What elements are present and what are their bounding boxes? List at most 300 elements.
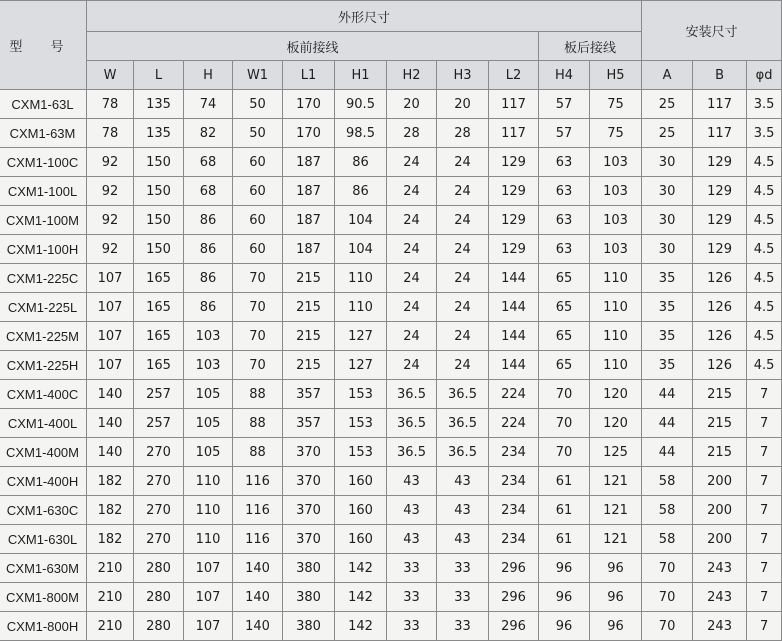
value-cell: 370	[283, 438, 335, 467]
column-header: H4	[539, 61, 590, 90]
value-cell: 58	[642, 525, 693, 554]
value-cell: 70	[642, 612, 693, 641]
value-cell: 4.5	[747, 293, 782, 322]
value-cell: 121	[590, 496, 642, 525]
value-cell: 129	[693, 148, 747, 177]
value-cell: 280	[134, 612, 184, 641]
value-cell: 182	[87, 525, 134, 554]
value-cell: 380	[283, 612, 335, 641]
value-cell: 150	[134, 206, 184, 235]
value-cell: 144	[489, 351, 539, 380]
value-cell: 110	[590, 351, 642, 380]
value-cell: 257	[134, 380, 184, 409]
value-cell: 43	[387, 496, 437, 525]
table-row	[0, 496, 782, 525]
value-cell: 65	[539, 351, 590, 380]
value-cell: 129	[693, 235, 747, 264]
value-cell: 92	[87, 206, 134, 235]
value-cell: 36.5	[437, 380, 489, 409]
value-cell: 129	[693, 206, 747, 235]
value-cell: 24	[437, 351, 489, 380]
value-cell: 65	[539, 264, 590, 293]
value-cell: 65	[539, 322, 590, 351]
value-cell: 127	[335, 322, 387, 351]
value-cell: 33	[387, 554, 437, 583]
value-cell: 117	[693, 119, 747, 148]
value-cell: 98.5	[335, 119, 387, 148]
value-cell: 370	[283, 496, 335, 525]
value-cell: 96	[539, 583, 590, 612]
value-cell: 140	[87, 380, 134, 409]
value-cell: 107	[184, 612, 233, 641]
model-header: 型 号	[0, 1, 87, 90]
value-cell: 96	[590, 554, 642, 583]
value-cell: 116	[233, 525, 283, 554]
model-cell: CXM1-100M	[0, 206, 87, 235]
value-cell: 243	[693, 583, 747, 612]
model-cell: CXM1-400H	[0, 467, 87, 496]
value-cell: 4.5	[747, 351, 782, 380]
value-cell: 140	[233, 583, 283, 612]
value-cell: 7	[747, 380, 782, 409]
value-cell: 187	[283, 177, 335, 206]
value-cell: 24	[387, 148, 437, 177]
value-cell: 86	[184, 206, 233, 235]
value-cell: 86	[184, 235, 233, 264]
value-cell: 126	[693, 351, 747, 380]
value-cell: 3.5	[747, 119, 782, 148]
value-cell: 150	[134, 235, 184, 264]
value-cell: 243	[693, 612, 747, 641]
table-row	[0, 90, 782, 119]
value-cell: 129	[693, 177, 747, 206]
value-cell: 296	[489, 554, 539, 583]
table-row	[0, 264, 782, 293]
value-cell: 92	[87, 235, 134, 264]
value-cell: 30	[642, 206, 693, 235]
value-cell: 43	[387, 467, 437, 496]
value-cell: 116	[233, 467, 283, 496]
value-cell: 129	[489, 148, 539, 177]
value-cell: 110	[184, 525, 233, 554]
model-cell: CXM1-63L	[0, 90, 87, 119]
column-header: H1	[335, 61, 387, 90]
value-cell: 7	[747, 525, 782, 554]
value-cell: 4.5	[747, 177, 782, 206]
value-cell: 234	[489, 496, 539, 525]
value-cell: 7	[747, 409, 782, 438]
value-cell: 116	[233, 496, 283, 525]
value-cell: 210	[87, 554, 134, 583]
column-header: φd	[747, 61, 782, 90]
value-cell: 35	[642, 264, 693, 293]
value-cell: 44	[642, 409, 693, 438]
model-cell: CXM1-225M	[0, 322, 87, 351]
value-cell: 43	[437, 467, 489, 496]
value-cell: 129	[489, 177, 539, 206]
table-row	[0, 467, 782, 496]
model-cell: CXM1-100C	[0, 148, 87, 177]
value-cell: 20	[437, 90, 489, 119]
value-cell: 25	[642, 90, 693, 119]
value-cell: 28	[437, 119, 489, 148]
value-cell: 170	[283, 119, 335, 148]
value-cell: 24	[387, 206, 437, 235]
value-cell: 187	[283, 235, 335, 264]
value-cell: 153	[335, 409, 387, 438]
model-cell: CXM1-630M	[0, 554, 87, 583]
value-cell: 24	[387, 177, 437, 206]
value-cell: 215	[283, 293, 335, 322]
value-cell: 270	[134, 467, 184, 496]
value-cell: 4.5	[747, 148, 782, 177]
value-cell: 150	[134, 148, 184, 177]
value-cell: 110	[590, 322, 642, 351]
value-cell: 78	[87, 119, 134, 148]
column-header: L2	[489, 61, 539, 90]
value-cell: 36.5	[387, 380, 437, 409]
value-cell: 60	[233, 235, 283, 264]
value-cell: 215	[693, 409, 747, 438]
value-cell: 82	[184, 119, 233, 148]
value-cell: 7	[747, 583, 782, 612]
value-cell: 153	[335, 380, 387, 409]
value-cell: 65	[539, 293, 590, 322]
column-header: H3	[437, 61, 489, 90]
value-cell: 153	[335, 438, 387, 467]
value-cell: 24	[387, 264, 437, 293]
value-cell: 160	[335, 496, 387, 525]
value-cell: 103	[184, 322, 233, 351]
value-cell: 70	[539, 409, 590, 438]
value-cell: 270	[134, 496, 184, 525]
value-cell: 50	[233, 119, 283, 148]
value-cell: 7	[747, 438, 782, 467]
value-cell: 35	[642, 293, 693, 322]
value-cell: 280	[134, 583, 184, 612]
value-cell: 70	[642, 554, 693, 583]
table-row	[0, 206, 782, 235]
value-cell: 75	[590, 90, 642, 119]
value-cell: 107	[87, 322, 134, 351]
value-cell: 63	[539, 177, 590, 206]
value-cell: 370	[283, 467, 335, 496]
value-cell: 380	[283, 583, 335, 612]
value-cell: 210	[87, 612, 134, 641]
value-cell: 104	[335, 206, 387, 235]
model-cell: CXM1-63M	[0, 119, 87, 148]
value-cell: 50	[233, 90, 283, 119]
table-row	[0, 438, 782, 467]
value-cell: 43	[437, 496, 489, 525]
value-cell: 200	[693, 525, 747, 554]
model-cell: CXM1-630C	[0, 496, 87, 525]
value-cell: 182	[87, 467, 134, 496]
value-cell: 68	[184, 148, 233, 177]
value-cell: 90.5	[335, 90, 387, 119]
value-cell: 24	[387, 351, 437, 380]
value-cell: 24	[387, 293, 437, 322]
value-cell: 107	[184, 554, 233, 583]
column-header: H5	[590, 61, 642, 90]
column-header: H	[184, 61, 233, 90]
value-cell: 7	[747, 554, 782, 583]
model-cell: CXM1-225C	[0, 264, 87, 293]
value-cell: 110	[590, 293, 642, 322]
value-cell: 135	[134, 119, 184, 148]
value-cell: 215	[693, 438, 747, 467]
table-row	[0, 612, 782, 641]
value-cell: 234	[489, 467, 539, 496]
value-cell: 4.5	[747, 235, 782, 264]
model-cell: CXM1-400L	[0, 409, 87, 438]
value-cell: 86	[184, 264, 233, 293]
value-cell: 33	[387, 612, 437, 641]
value-cell: 60	[233, 206, 283, 235]
value-cell: 60	[233, 148, 283, 177]
value-cell: 107	[87, 293, 134, 322]
value-cell: 24	[437, 293, 489, 322]
column-header: L1	[283, 61, 335, 90]
value-cell: 43	[387, 525, 437, 554]
value-cell: 105	[184, 438, 233, 467]
value-cell: 215	[283, 322, 335, 351]
value-cell: 88	[233, 409, 283, 438]
value-cell: 58	[642, 467, 693, 496]
value-cell: 107	[87, 351, 134, 380]
value-cell: 7	[747, 496, 782, 525]
value-cell: 24	[437, 206, 489, 235]
value-cell: 107	[87, 264, 134, 293]
column-header: A	[642, 61, 693, 90]
value-cell: 117	[693, 90, 747, 119]
table-row	[0, 177, 782, 206]
value-cell: 210	[87, 583, 134, 612]
value-cell: 7	[747, 612, 782, 641]
value-cell: 200	[693, 467, 747, 496]
value-cell: 103	[184, 351, 233, 380]
model-cell: CXM1-630L	[0, 525, 87, 554]
value-cell: 20	[387, 90, 437, 119]
value-cell: 126	[693, 322, 747, 351]
column-header: W1	[233, 61, 283, 90]
value-cell: 63	[539, 235, 590, 264]
value-cell: 103	[590, 206, 642, 235]
value-cell: 125	[590, 438, 642, 467]
value-cell: 33	[437, 554, 489, 583]
value-cell: 215	[283, 264, 335, 293]
value-cell: 126	[693, 264, 747, 293]
value-cell: 257	[134, 409, 184, 438]
value-cell: 70	[233, 322, 283, 351]
value-cell: 4.5	[747, 264, 782, 293]
value-cell: 110	[335, 293, 387, 322]
table-row	[0, 235, 782, 264]
value-cell: 110	[184, 467, 233, 496]
value-cell: 7	[747, 467, 782, 496]
value-cell: 70	[233, 264, 283, 293]
value-cell: 104	[335, 235, 387, 264]
value-cell: 187	[283, 148, 335, 177]
value-cell: 129	[489, 206, 539, 235]
rear-wiring-header: 板后接线	[539, 32, 642, 61]
value-cell: 126	[693, 293, 747, 322]
value-cell: 140	[87, 438, 134, 467]
value-cell: 165	[134, 293, 184, 322]
value-cell: 58	[642, 496, 693, 525]
value-cell: 103	[590, 177, 642, 206]
value-cell: 280	[134, 554, 184, 583]
value-cell: 88	[233, 438, 283, 467]
value-cell: 127	[335, 351, 387, 380]
column-header: L	[134, 61, 184, 90]
value-cell: 70	[539, 438, 590, 467]
value-cell: 117	[489, 90, 539, 119]
value-cell: 57	[539, 90, 590, 119]
value-cell: 28	[387, 119, 437, 148]
model-cell: CXM1-100H	[0, 235, 87, 264]
column-header: B	[693, 61, 747, 90]
value-cell: 296	[489, 583, 539, 612]
value-cell: 140	[233, 554, 283, 583]
value-cell: 110	[590, 264, 642, 293]
value-cell: 234	[489, 438, 539, 467]
value-cell: 380	[283, 554, 335, 583]
value-cell: 200	[693, 496, 747, 525]
table-body	[0, 1, 782, 641]
value-cell: 61	[539, 467, 590, 496]
value-cell: 3.5	[747, 90, 782, 119]
value-cell: 70	[233, 293, 283, 322]
value-cell: 296	[489, 612, 539, 641]
value-cell: 187	[283, 206, 335, 235]
value-cell: 24	[387, 322, 437, 351]
value-cell: 234	[489, 525, 539, 554]
column-header: W	[87, 61, 134, 90]
value-cell: 96	[590, 612, 642, 641]
value-cell: 160	[335, 467, 387, 496]
value-cell: 117	[489, 119, 539, 148]
column-header-row	[0, 61, 782, 90]
table-row	[0, 525, 782, 554]
table-row	[0, 119, 782, 148]
value-cell: 35	[642, 322, 693, 351]
value-cell: 36.5	[387, 409, 437, 438]
table-row	[0, 148, 782, 177]
value-cell: 165	[134, 322, 184, 351]
value-cell: 24	[387, 235, 437, 264]
value-cell: 70	[539, 380, 590, 409]
value-cell: 33	[437, 583, 489, 612]
value-cell: 70	[642, 583, 693, 612]
value-cell: 270	[134, 438, 184, 467]
table-row	[0, 583, 782, 612]
value-cell: 44	[642, 438, 693, 467]
value-cell: 103	[590, 148, 642, 177]
table-row	[0, 293, 782, 322]
value-cell: 182	[87, 496, 134, 525]
value-cell: 140	[233, 612, 283, 641]
value-cell: 36.5	[387, 438, 437, 467]
value-cell: 110	[184, 496, 233, 525]
value-cell: 60	[233, 177, 283, 206]
model-cell: CXM1-800H	[0, 612, 87, 641]
value-cell: 224	[489, 409, 539, 438]
value-cell: 140	[87, 409, 134, 438]
value-cell: 43	[437, 525, 489, 554]
table-row	[0, 380, 782, 409]
value-cell: 33	[437, 612, 489, 641]
value-cell: 30	[642, 235, 693, 264]
value-cell: 120	[590, 409, 642, 438]
value-cell: 120	[590, 380, 642, 409]
value-cell: 105	[184, 409, 233, 438]
value-cell: 142	[335, 612, 387, 641]
value-cell: 86	[335, 148, 387, 177]
value-cell: 243	[693, 554, 747, 583]
value-cell: 88	[233, 380, 283, 409]
value-cell: 370	[283, 525, 335, 554]
value-cell: 121	[590, 525, 642, 554]
value-cell: 4.5	[747, 206, 782, 235]
value-cell: 61	[539, 525, 590, 554]
value-cell: 24	[437, 264, 489, 293]
value-cell: 44	[642, 380, 693, 409]
value-cell: 144	[489, 293, 539, 322]
front-wiring-header: 板前接线	[87, 32, 539, 61]
table-row	[0, 554, 782, 583]
value-cell: 215	[283, 351, 335, 380]
value-cell: 24	[437, 177, 489, 206]
model-cell: CXM1-225L	[0, 293, 87, 322]
value-cell: 107	[184, 583, 233, 612]
value-cell: 92	[87, 148, 134, 177]
value-cell: 103	[590, 235, 642, 264]
value-cell: 170	[283, 90, 335, 119]
value-cell: 270	[134, 525, 184, 554]
value-cell: 36.5	[437, 438, 489, 467]
value-cell: 144	[489, 322, 539, 351]
value-cell: 92	[87, 177, 134, 206]
value-cell: 110	[335, 264, 387, 293]
value-cell: 24	[437, 148, 489, 177]
value-cell: 75	[590, 119, 642, 148]
model-cell: CXM1-100L	[0, 177, 87, 206]
mounting-dimensions-header: 安装尺寸	[642, 1, 782, 61]
value-cell: 86	[335, 177, 387, 206]
value-cell: 357	[283, 380, 335, 409]
value-cell: 74	[184, 90, 233, 119]
value-cell: 142	[335, 554, 387, 583]
value-cell: 165	[134, 264, 184, 293]
value-cell: 105	[184, 380, 233, 409]
table-row	[0, 351, 782, 380]
model-cell: CXM1-225H	[0, 351, 87, 380]
table-row	[0, 409, 782, 438]
value-cell: 63	[539, 148, 590, 177]
value-cell: 35	[642, 351, 693, 380]
value-cell: 24	[437, 235, 489, 264]
value-cell: 224	[489, 380, 539, 409]
value-cell: 357	[283, 409, 335, 438]
value-cell: 33	[387, 583, 437, 612]
value-cell: 165	[134, 351, 184, 380]
value-cell: 86	[184, 293, 233, 322]
value-cell: 30	[642, 148, 693, 177]
value-cell: 61	[539, 496, 590, 525]
value-cell: 68	[184, 177, 233, 206]
value-cell: 70	[233, 351, 283, 380]
